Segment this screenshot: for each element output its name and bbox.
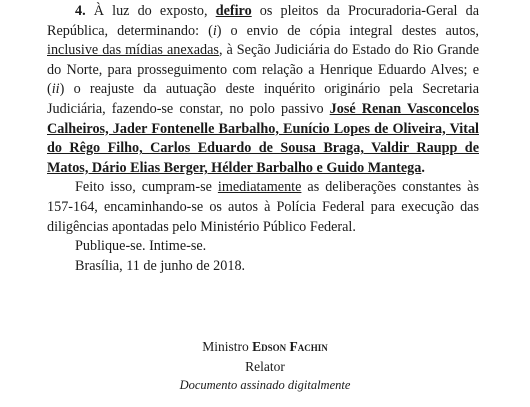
text: À luz do exposto, — [85, 3, 216, 19]
publish-line: Publique-se. Intime-se. — [75, 238, 207, 255]
item-i: i — [212, 22, 217, 39]
text: ) o reajuste da autuação deste inquérito originário pela Secretaria Judiciária, fazendo-se constar, no polo passivo — [47, 81, 479, 117]
paragraph-number: 4. — [75, 3, 86, 19]
decision-body — [47, 2, 479, 276]
defiro-emphasis: defiro — [215, 3, 252, 19]
defendants-list: José Renan Vasconcelos Calheiros, Jader Fontenelle Barbalho, Eunício Lopes de Oliveira, Vital do Rêgo Filho, Carlos Eduardo de Sousa Braga, Valdir Raupp de Matos, Dário Elias Berger, Hélder Barbalho e Guido Mantega — [47, 100, 480, 176]
imediatamente-emphasis: imediatamente — [217, 179, 302, 196]
text: as deliberações constantes às 157-164, encaminhando-se os autos à Polícia Federal para execução das diligências apontadas pelo Ministério Público Federal. — [47, 179, 479, 235]
signature-name: Ministro Edson Fachin — [202, 339, 328, 354]
item-ii: ii — [51, 81, 60, 98]
minister-name: Edson Fachin — [252, 339, 328, 354]
paragraph-4 — [47, 2, 479, 178]
text: , à Seção Judiciária do Estado do Rio Grande do Norte, para prosseguimento com relação a Henrique Eduardo Alves; e ( — [47, 42, 479, 98]
date-line: Brasília, 11 de junho de 2018. — [75, 257, 246, 274]
text: Feito isso, cumpram-se — [75, 179, 218, 196]
paragraph-5 — [47, 178, 479, 237]
text: . — [421, 159, 425, 176]
text: ) o envio de cópia integral destes autos, — [216, 22, 479, 39]
text: os pleitos da Procuradoria-Geral da República, determinando: ( — [47, 3, 480, 39]
signature-role: Relator — [245, 359, 285, 374]
media-emphasis: inclusive das mídias anexadas — [47, 42, 219, 59]
signature-note: Documento assinado digitalmente — [179, 378, 351, 392]
